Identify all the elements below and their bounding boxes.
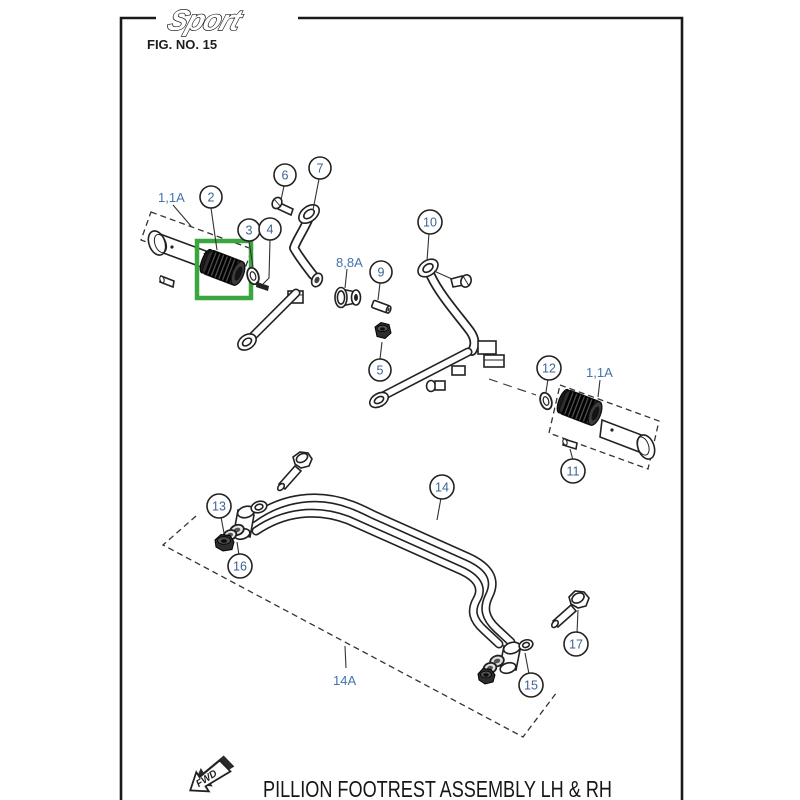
callout-7 (309, 157, 331, 179)
leader-8a (345, 269, 347, 288)
callout-14 (430, 475, 454, 499)
callout-16 (228, 554, 252, 578)
small-pin-left (159, 276, 174, 287)
bushing-8 (335, 288, 361, 308)
bolt-17 (550, 591, 589, 629)
callout-12 (537, 356, 561, 380)
footrest-rubber-grip-right (554, 387, 604, 427)
footrest-bar-14 (252, 498, 511, 644)
label-1a-left: 1,1A (158, 190, 185, 205)
sport-logo: Sport (163, 4, 245, 37)
bolt-right-bracket (451, 273, 473, 288)
right-bracket-group (367, 256, 536, 411)
callout-5 (369, 359, 391, 381)
svg-text:14: 14 (435, 480, 449, 495)
nut-5 (375, 323, 391, 339)
svg-text:11: 11 (566, 464, 580, 479)
callout-17 (564, 632, 588, 656)
header (147, 5, 247, 52)
svg-text:12: 12 (542, 361, 556, 376)
leader-1a-right (598, 380, 600, 397)
washer-12 (538, 391, 554, 411)
svg-text:10: 10 (423, 215, 437, 230)
svg-text:6: 6 (281, 168, 289, 183)
svg-text:3: 3 (245, 223, 253, 238)
callout-10 (418, 210, 442, 234)
nut-13 (215, 535, 234, 552)
leader-14a (345, 646, 346, 668)
small-pin-11 (562, 438, 577, 449)
callout-2 (200, 186, 222, 208)
callout-13 (207, 494, 231, 518)
fwd-arrow (183, 752, 238, 799)
svg-text:4: 4 (266, 222, 274, 237)
svg-text:9: 9 (377, 265, 385, 280)
label-14a: 14A (333, 673, 357, 688)
svg-text:15: 15 (524, 678, 538, 693)
dash-leader-right (489, 379, 536, 395)
figure-caption: PILLION FOOTREST ASSEMBLY LH & RH (263, 776, 612, 800)
svg-text:17: 17 (569, 637, 583, 652)
callout-3 (238, 219, 260, 241)
bolt-left-bar (276, 452, 312, 492)
callout-9 (370, 261, 392, 283)
svg-text:5: 5 (376, 363, 384, 378)
figure-number-label: FIG. NO. 15 (147, 37, 218, 52)
pin-4 (255, 281, 269, 291)
callout-11 (561, 459, 585, 483)
fwd-label: FWD (194, 768, 220, 790)
right-footrest-group (538, 380, 659, 469)
label-1a-right: 1,1A (586, 365, 613, 380)
svg-text:2: 2 (207, 190, 215, 205)
svg-text:7: 7 (316, 161, 324, 176)
callout-6 (274, 164, 296, 186)
callout-15 (519, 673, 543, 697)
svg-text:13: 13 (212, 499, 226, 514)
footrest-rubber-grip-left[interactable] (197, 247, 247, 287)
callouts (200, 157, 588, 697)
callout-4 (259, 218, 281, 240)
footrest-pin-right (600, 420, 658, 461)
label-8a: 8,8A (336, 255, 363, 270)
svg-text:16: 16 (233, 559, 247, 574)
pin-9 (371, 300, 391, 314)
